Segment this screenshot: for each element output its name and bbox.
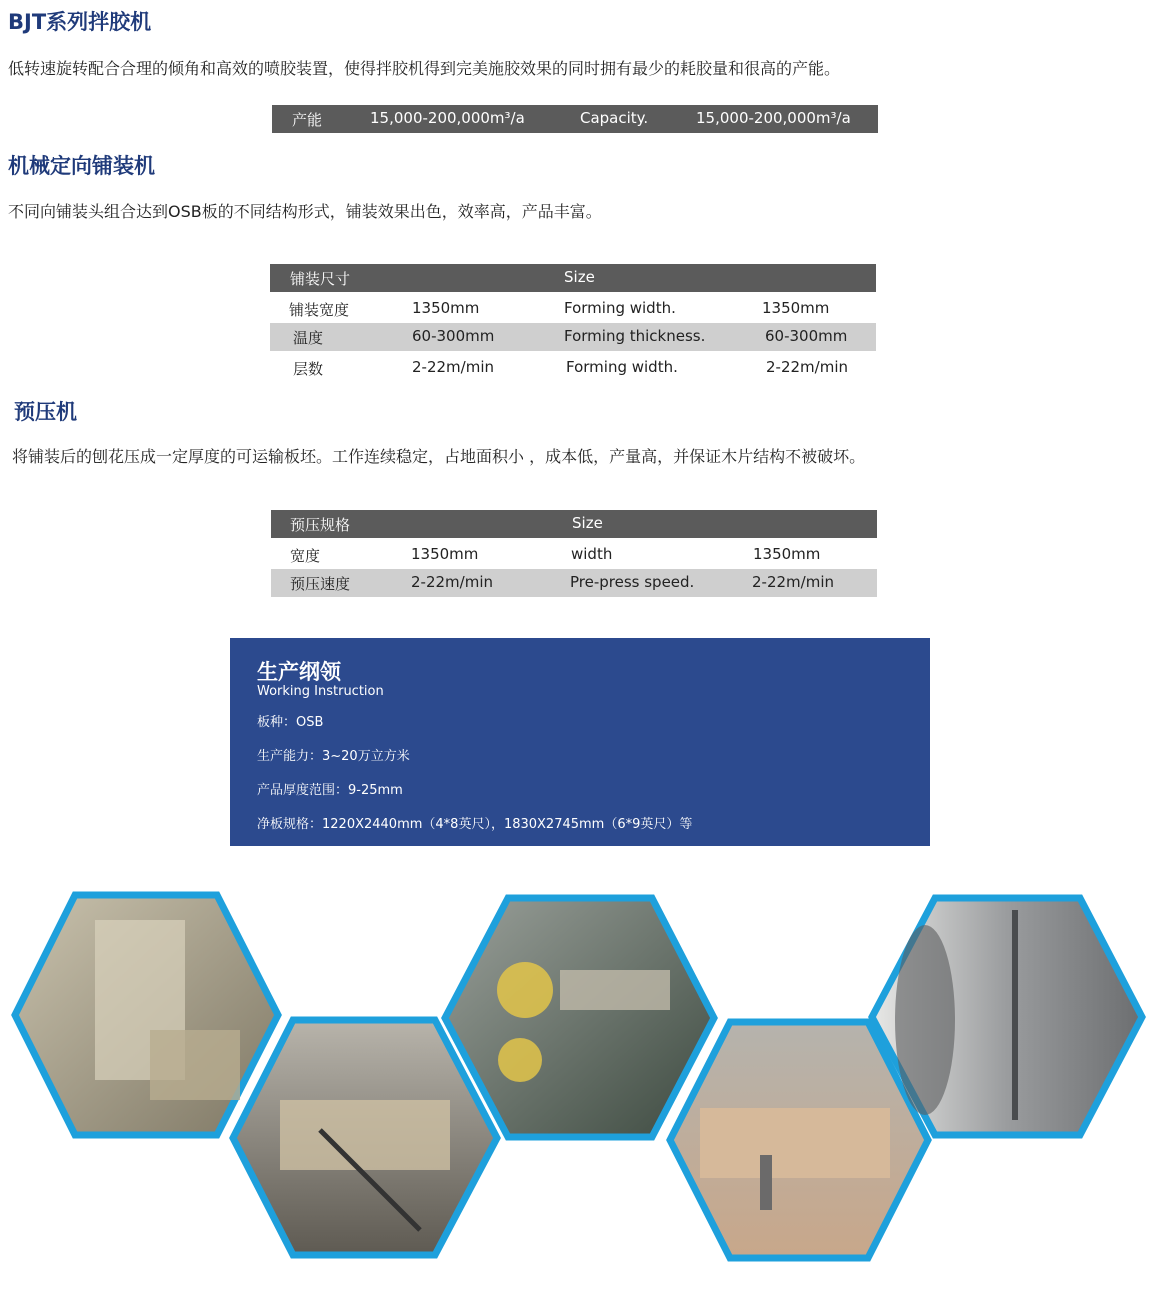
- panel-item: 板种：OSB: [257, 715, 324, 730]
- table-row: [271, 569, 877, 597]
- panel-item: 产品厚度范围：9-25mm: [257, 783, 403, 798]
- row-value-en: 1350mm: [753, 545, 821, 563]
- photo-gallery: [0, 880, 1170, 1280]
- panel-title: 生产纲领: [257, 660, 341, 684]
- prepress-head-en: Size: [572, 514, 603, 532]
- forming-table: [270, 264, 876, 382]
- prepress-table: [271, 510, 877, 597]
- row-label-en: Forming width.: [564, 299, 676, 317]
- dryer-hexagon-image: [15, 895, 278, 1135]
- table-row: [270, 323, 876, 351]
- capacity-label-cn: 产能: [292, 111, 323, 129]
- prepress-head-cn: 预压规格: [290, 516, 351, 534]
- table-row: [271, 541, 877, 569]
- section2-desc: 不同向铺装头组合达到OSB板的不同结构形式，铺装效果出色，效率高，产品丰富。: [8, 202, 602, 221]
- panel-item: 净板规格：1220X2440mm（4*8英尺），1830X2745mm（6*9英尺）等: [257, 817, 693, 832]
- row-label-cn: 温度: [293, 329, 324, 347]
- conveyor-hexagon-image: [233, 1020, 497, 1255]
- section3-desc: 将铺装后的刨花压成一定厚度的可运输板坯。工作连续稳定，占地面积小 ，成本低，产量高，并保证木片结构不被破坏。: [12, 447, 866, 466]
- row-value-en: 2-22m/min: [752, 573, 834, 591]
- capacity-row: [272, 105, 878, 133]
- forming-head-cn: 铺装尺寸: [290, 270, 351, 288]
- row-label-en: Forming thickness.: [564, 327, 706, 345]
- capacity-table: [272, 105, 878, 133]
- forming-line-hexagon-image: [670, 1022, 928, 1258]
- machinery-hexagon-image: [445, 898, 714, 1137]
- row-value-en: 2-22m/min: [766, 358, 848, 376]
- section1-desc: 低转速旋转配合合理的倾角和高效的喷胶装置，使得拌胶机得到完美施胶效果的同时拥有最少的耗胶量和很高的产能。: [8, 59, 841, 78]
- row-value: 2-22m/min: [411, 573, 493, 591]
- section1-title: BJT系列拌胶机: [8, 10, 152, 34]
- row-label-en: Pre-press speed.: [570, 573, 695, 591]
- forming-table-header: [270, 264, 876, 292]
- forming-head-en: Size: [564, 268, 595, 286]
- capacity-value-en: 15,000-200,000m³/a: [696, 109, 851, 127]
- row-label-en: Forming width.: [566, 358, 678, 376]
- capacity-label-en: Capacity.: [580, 109, 649, 127]
- table-row: [270, 354, 876, 382]
- row-value: 1350mm: [411, 545, 479, 563]
- row-label-en: width: [571, 545, 613, 563]
- prepress-table-header: [271, 510, 877, 538]
- row-label-cn: 宽度: [290, 547, 321, 565]
- row-label-cn: 铺装宽度: [289, 301, 350, 319]
- table-row: [270, 295, 876, 323]
- row-value: 60-300mm: [412, 327, 495, 345]
- section3-title: 预压机: [14, 400, 77, 424]
- row-label-cn: 层数: [293, 360, 324, 378]
- row-value-en: 1350mm: [762, 299, 830, 317]
- panel-item: 生产能力：3~20万立方米: [257, 749, 410, 764]
- row-label-cn: 预压速度: [290, 575, 351, 593]
- panel-subtitle: Working Instruction: [257, 684, 384, 699]
- section2-title: 机械定向铺装机: [8, 154, 155, 178]
- rotary-drum-hexagon-image: [872, 898, 1142, 1135]
- working-instruction-panel: [230, 638, 930, 846]
- row-value: 1350mm: [412, 299, 480, 317]
- row-value: 2-22m/min: [412, 358, 494, 376]
- row-value-en: 60-300mm: [765, 327, 848, 345]
- capacity-value-cn: 15,000-200,000m³/a: [370, 109, 525, 127]
